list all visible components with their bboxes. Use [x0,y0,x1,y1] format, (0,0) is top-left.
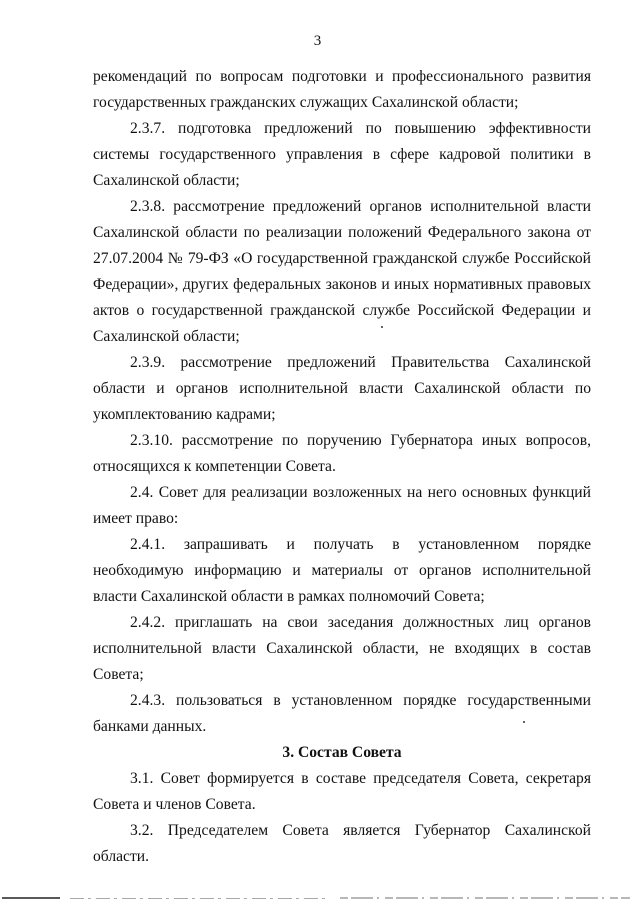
paragraph-2-4-2: 2.4.2. приглашать на свои заседания должностных лиц органов исполнительной власти Сахалинской области, не входящих в состав Совета; [93,614,591,683]
paragraph-2-3-9: 2.3.9. рассмотрение предложений Правительства Сахалинской области и органов исполнительной власти Сахалинской области по укомплектованию кадрами; [93,354,591,423]
scan-speck [523,721,525,723]
scan-artifact-line [0,895,635,901]
scan-speck [381,326,383,328]
paragraph-2-4-1: 2.4.1. запрашивать и получать в установленном порядке необходимую информацию и материалы от органов исполнительной власти Сахалинской области в рамках полномочий Совета; [93,536,591,605]
paragraph-2-4-3: 2.4.3. пользоваться в установленном порядке государственными банками данных. [93,692,591,735]
document-body [93,64,591,870]
section-heading: 3. Состав Совета [282,744,402,761]
paragraph-3-2: 3.2. Председателем Совета является Губернатор Сахалинской области. [93,822,591,865]
paragraph-2-3-10: 2.3.10. рассмотрение по поручению Губернатора иных вопросов, относящихся к компетенции Совета. [93,432,591,475]
paragraph-2-3-7: 2.3.7. подготовка предложений по повышению эффективности системы государственного управления в сфере кадровой политики в Сахалинской области; [93,120,591,189]
paragraph-2-4: 2.4. Совет для реализации возложенных на него основных функций имеет право: [93,484,591,527]
paragraph-3-1: 3.1. Совет формируется в составе председателя Совета, секретаря Совета и членов Совета. [93,770,591,813]
paragraph-continuation: рекомендаций по вопросам подготовки и профессионального развития государственных гражданских служащих Сахалинской области; [93,68,591,111]
paragraph-2-3-8: 2.3.8. рассмотрение предложений органов исполнительной власти Сахалинской области по реализации положений Федерального закона от 27.07.2004 № 79-ФЗ «О государственной гражданской службе Российской Федерации», других федеральных законов и иных нормативных правовых актов о государственной гражданской службе Российской Федерации и Сахалинской области; [93,198,591,345]
page-number: 3 [313,33,322,49]
